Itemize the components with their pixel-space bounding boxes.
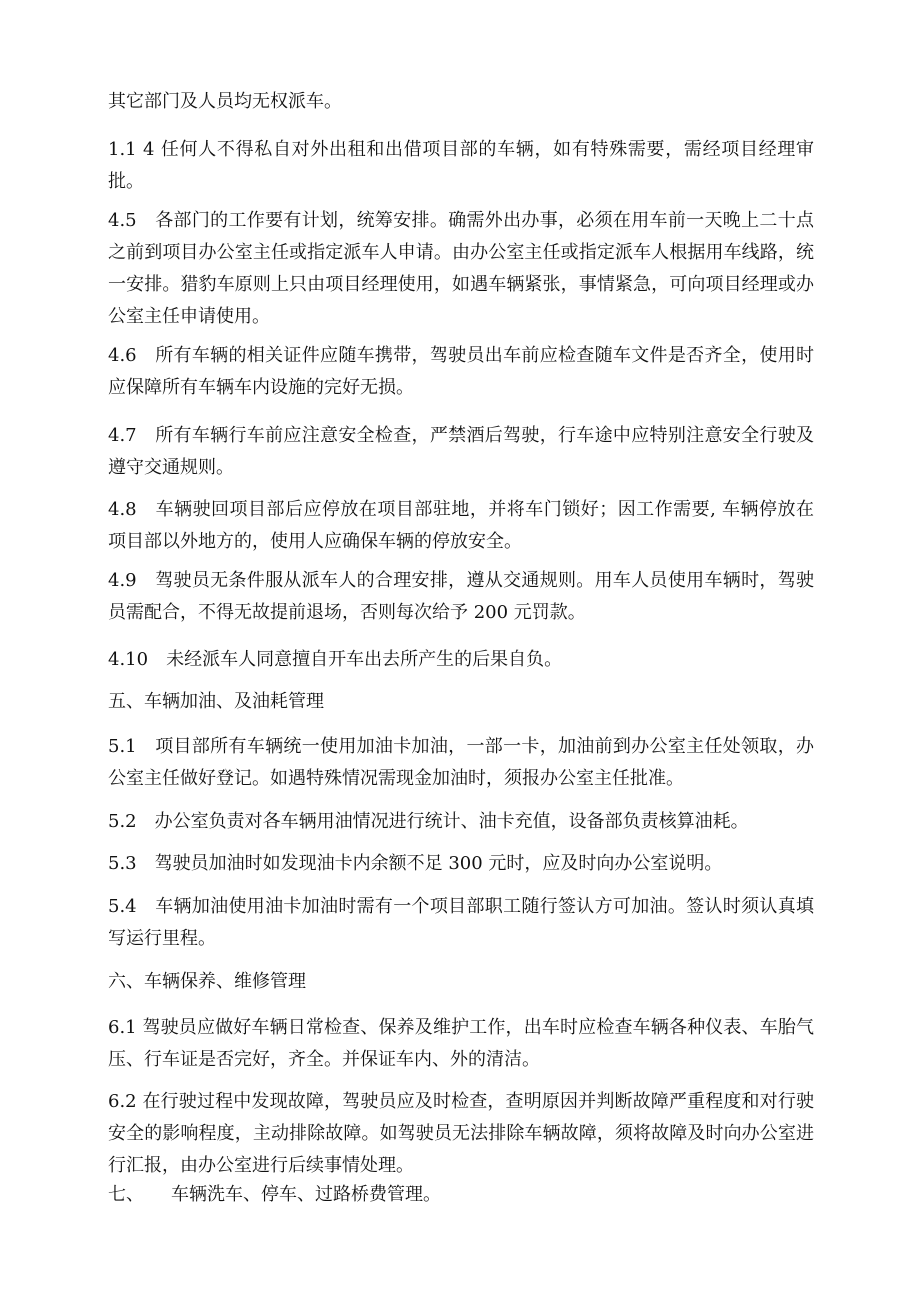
section-heading-7: 七、 车辆洗车、停车、过路桥费管理。 [108, 1184, 441, 1205]
paragraph-4-5: 4.5 各部门的工作要有计划，统筹安排。确需外出办事，必须在用车前一天晚上二十点之前到项目办公室主任或指定派车人申请。由办公室主任或指定派车人根据用车线路，统一安排。猎豹车原则上只由项目经理使用，如遇车辆紧张，事情紧急，可向项目经理或办公室主任申请使用。 [108, 210, 814, 327]
paragraph-5-3: 5.3 驾驶员加油时如发现油卡内余额不足 300 元时，应及时向办公室说明。 [108, 853, 723, 874]
paragraph-6-1: 6.1 驾驶员应做好车辆日常检查、保养及维护工作，出车时应检查车辆各种仪表、车胎气压、行车证是否完好，齐全。并保证车内、外的清洁。 [108, 1017, 814, 1070]
paragraph-4-7: 4.7 所有车辆行车前应注意安全检查，严禁酒后驾驶，行车途中应特别注意安全行驶及遵守交通规则。 [108, 425, 814, 478]
section-heading-5: 五、车辆加油、及油耗管理 [108, 691, 324, 712]
paragraph-4-6: 4.6 所有车辆的相关证件应随车携带，驾驶员出车前应检查随车文件是否齐全，使用时应保障所有车辆车内设施的完好无损。 [108, 345, 814, 398]
paragraph-5-1: 5.1 项目部所有车辆统一使用加油卡加油，一部一卡，加油前到办公室主任处领取，办公室主任做好登记。如遇特殊情况需现金加油时，须报办公室主任批准。 [108, 736, 814, 789]
paragraph-4-10: 4.10 未经派车人同意擅自开车出去所产生的后果自负。 [108, 649, 563, 670]
paragraph-continuation: 其它部门及人员均无权派车。 [108, 91, 342, 112]
section-heading-6: 六、车辆保养、维修管理 [108, 971, 306, 992]
paragraph-6-2: 6.2 在行驶过程中发现故障，驾驶员应及时检查，查明原因并判断故障严重程度和对行驶安全的影响程度，主动排除故障。如驾驶员无法排除车辆故障，须将故障及时向办公室进行汇报，由办公室进行后续事情处理。 [108, 1091, 814, 1176]
paragraph-4-9: 4.9 驾驶员无条件服从派车人的合理安排，遵从交通规则。用车人员使用车辆时，驾驶员需配合，不得无故提前退场，否则每次给予 200 元罚款。 [108, 570, 814, 623]
paragraph-5-4: 5.4 车辆加油使用油卡加油时需有一个项目部职工随行签认方可加油。签认时须认真填写运行里程。 [108, 896, 814, 949]
paragraph-5-2: 5.2 办公室负责对各车辆用油情况进行统计、油卡充值，设备部负责核算油耗。 [108, 811, 749, 832]
paragraph-1-14: 1.1 4 任何人不得私自对外出租和出借项目部的车辆，如有特殊需要，需经项目经理审批。 [108, 139, 814, 192]
paragraph-4-8: 4.8 车辆驶回项目部后应停放在项目部驻地，并将车门锁好；因工作需要, 车辆停放在项目部以外地方的，使用人应确保车辆的停放安全。 [108, 499, 814, 552]
